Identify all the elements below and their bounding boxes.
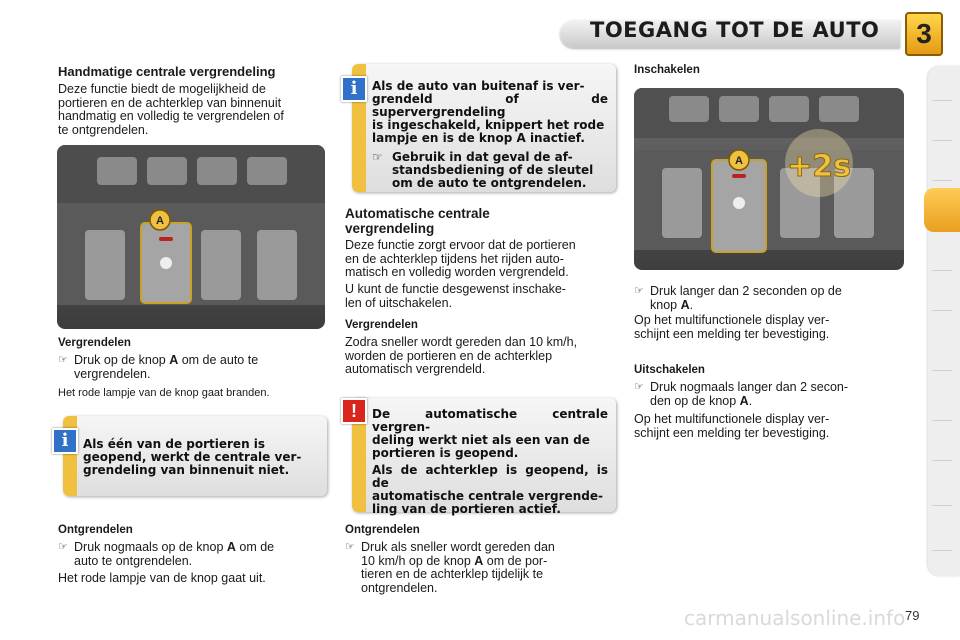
pointing-hand-icon: ☞: [58, 541, 68, 553]
door-lock-button-photo: [57, 145, 325, 329]
tab-divider: [932, 420, 952, 421]
tab-divider: [932, 370, 952, 371]
unlock-heading: Ontgrendelen: [58, 524, 133, 536]
lock-instruction: ☞ Druk op de knop A om de auto te vergrendelen.: [58, 353, 259, 381]
tab-divider: [932, 180, 952, 181]
enable-confirmation: Op het multifunctionele display ver- schijnt een melding ter bevestiging.: [634, 313, 830, 341]
tab-divider: [932, 100, 952, 101]
warning-box-text: De automatische centrale vergren- deling werkt niet als een van de portieren is geopend. Als de achterklep is geopend, is de automatische centrale vergrende- ling van de portieren actief.: [372, 407, 608, 516]
button-a-label: A: [735, 155, 743, 167]
auto-lock-intro: Deze functie zorgt ervoor dat de portieren en de achterklep tijdens het rijden auto- matisch en volledig worden vergrendeld.: [345, 238, 576, 279]
unlock-note: Het rode lampje van de knop gaat uit.: [58, 571, 266, 585]
auto-unlock-instruction: ☞ Druk als sneller wordt gereden dan 10 km/h op de knop A om de por- tieren en de achterklep tijdelijk te ontgrendelen.: [345, 540, 555, 595]
tab-divider: [932, 550, 952, 551]
pointing-hand-icon: ☞: [345, 541, 355, 553]
pointing-hand-icon: ☞: [634, 285, 644, 297]
tab-divider: [932, 310, 952, 311]
info-icon: i: [52, 428, 78, 454]
warning-icon: !: [341, 398, 367, 424]
section-heading-manual-lock: Handmatige centrale vergrendeling: [58, 64, 276, 79]
auto-lock-heading: Vergrendelen: [345, 319, 418, 331]
tab-divider: [932, 505, 952, 506]
chapter-badge: 3: [905, 12, 943, 56]
hold-2s-badge: +2s: [787, 149, 851, 184]
lock-note: Het rode lampje van de knop gaat branden.: [58, 387, 270, 399]
tab-divider: [932, 140, 952, 141]
info-icon: i: [341, 76, 367, 102]
disable-instruction: ☞ Druk nogmaals langer dan 2 secon- den op de knop A.: [634, 380, 849, 408]
press-button-2s-photo: [634, 88, 904, 270]
enable-instruction: ☞ Druk langer dan 2 seconden op de knop A.: [634, 284, 842, 312]
chapter-tab-active[interactable]: [924, 188, 960, 232]
disable-heading: Uitschakelen: [634, 364, 705, 376]
page-title: TOEGANG TOT DE AUTO: [590, 18, 880, 42]
pointing-hand-icon: ☞: [634, 381, 644, 393]
pointing-hand-icon: ☞: [372, 150, 383, 164]
page-number: 79: [905, 608, 920, 623]
enable-heading: Inschakelen: [634, 64, 700, 76]
watermark: carmanualsonline.info: [684, 606, 906, 630]
button-a-label: A: [156, 215, 164, 227]
info-box-remote-lock: [352, 64, 616, 192]
unlock-instruction: ☞ Druk nogmaals op de knop A om de auto te ontgrendelen.: [58, 540, 275, 568]
info-box-text: Als één van de portieren is geopend, werkt de centrale ver- grendeling van binnenuit niet.: [83, 437, 302, 477]
disable-confirmation: Op het multifunctionele display ver- schijnt een melding ter bevestiging.: [634, 412, 830, 440]
info-box-door-open: [63, 416, 327, 496]
auto-lock-intro-2: U kunt de functie desgewenst inschake- len of uitschakelen.: [345, 282, 566, 310]
auto-lock-text: Zodra sneller wordt gereden dan 10 km/h, worden de portieren en de achterklep automatisch vergrendeld.: [345, 335, 578, 376]
warning-box-auto-lock: [352, 398, 616, 516]
manual-lock-intro: Deze functie biedt de mogelijkheid de portieren en de achterklep van binnenuit handmatig en volledig te vergrendelen of te ontgrendelen.: [58, 82, 284, 137]
section-heading-auto-lock: Automatische centrale vergrendeling: [345, 206, 490, 236]
chapter-tabs: [928, 66, 960, 576]
tab-divider: [932, 460, 952, 461]
lock-heading: Vergrendelen: [58, 337, 131, 349]
info-box-text: Als de auto van buitenaf is ver- grendeld of de supervergrendeling is ingeschakeld, knippert het rode lampje en is de knop A inactief. ☞ Gebruik in dat geval de af- standsbediening of de sleutel om de auto te ontgrendelen.: [372, 79, 608, 190]
pointing-hand-icon: ☞: [58, 354, 68, 366]
auto-unlock-heading: Ontgrendelen: [345, 524, 420, 536]
tab-divider: [932, 270, 952, 271]
